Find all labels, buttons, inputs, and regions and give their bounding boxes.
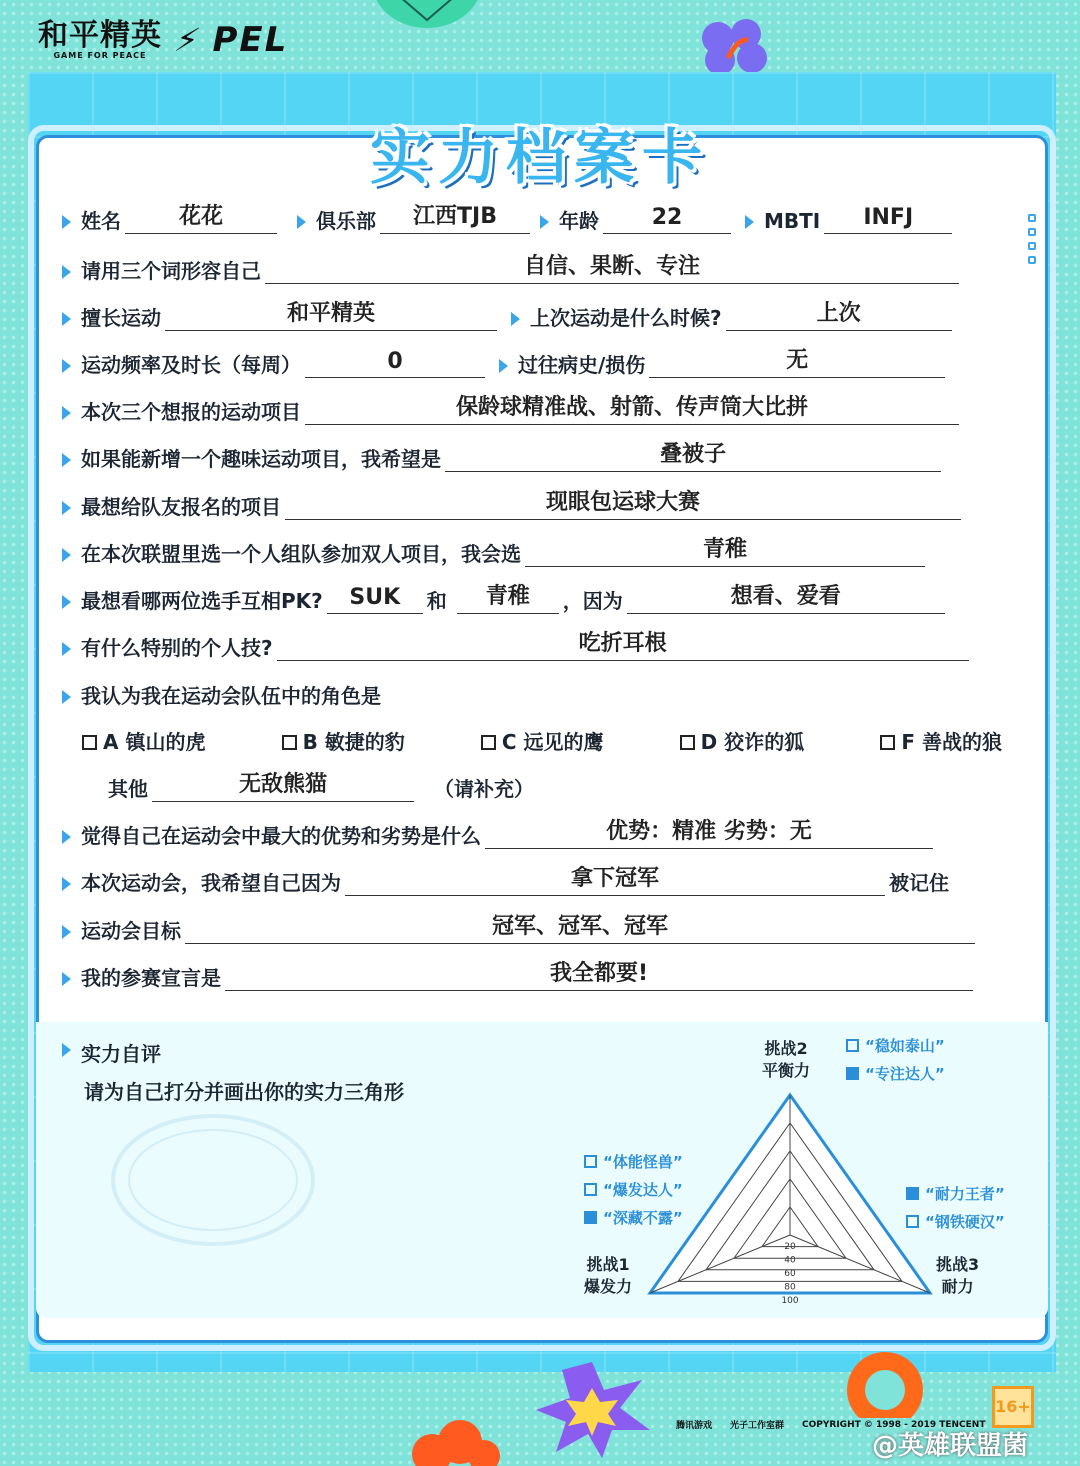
checkbox-icon[interactable] — [584, 1183, 597, 1196]
evaluation-subheading: 请为自己打分并画出你的实力三角形 — [84, 1080, 404, 1104]
skill-label: 有什么特别的个人技? — [81, 636, 273, 660]
mbti-value: INFJ — [863, 205, 914, 230]
pk-because-label: ，因为 — [562, 589, 623, 613]
arrow-icon — [62, 1043, 71, 1057]
row-teammate-event — [62, 486, 965, 520]
age-label: 年龄 — [559, 209, 599, 233]
sports-meet-stamp — [108, 1110, 318, 1250]
new-event-label: 如果能新增一个趣味运动项目，我希望是 — [81, 447, 441, 471]
checkbox-icon[interactable] — [584, 1155, 597, 1168]
scale-label: 40 — [784, 1255, 796, 1266]
remember-suffix: 被记住 — [889, 871, 949, 895]
pk-player2-value: 青稚 — [485, 584, 530, 609]
row-frequency — [62, 344, 949, 378]
arrow-icon — [62, 453, 71, 467]
option-label: “耐力王者” — [925, 1185, 1005, 1203]
challenge1-name: 爆发力 — [584, 1277, 633, 1296]
role-option-label: B 敏捷的豹 — [302, 730, 405, 754]
brand-logo — [38, 17, 162, 60]
row-pk — [62, 580, 949, 614]
strength-value: 优势：精准 劣势：无 — [606, 819, 812, 844]
club-label: 俱乐部 — [316, 209, 376, 233]
scale-label: 60 — [784, 1269, 796, 1279]
challenge2-title: 挑战2 — [764, 1039, 808, 1058]
row-three-words — [62, 250, 963, 284]
lightning-icon: ⚡ — [170, 21, 204, 59]
three-words-field[interactable] — [265, 254, 959, 284]
arrow-icon — [62, 925, 71, 939]
role-label: 我认为我在运动会队伍中的角色是 — [81, 684, 381, 708]
decorative-flower — [698, 18, 770, 76]
checkbox-icon[interactable] — [906, 1215, 919, 1228]
role-option-label: D 狡诈的狐 — [700, 730, 805, 754]
challenge3-name: 耐力 — [941, 1277, 974, 1296]
row-role — [62, 675, 381, 709]
checkbox-icon[interactable] — [481, 735, 496, 750]
name-label: 姓名 — [81, 209, 121, 233]
age-value: 22 — [651, 205, 683, 230]
tencent-games-logo: 腾讯游戏 — [676, 1421, 713, 1431]
declaration-value: 我全都要! — [549, 961, 649, 986]
good-sport-value: 和平精英 — [286, 301, 375, 326]
strength-label: 觉得自己在运动会中最大的优势和劣势是什么 — [81, 824, 481, 848]
injury-value: 无 — [786, 348, 809, 373]
goal-label: 运动会目标 — [81, 919, 181, 943]
challenge3-options — [906, 1180, 1005, 1236]
role-option-a[interactable] — [82, 726, 205, 755]
checkbox-icon[interactable] — [282, 735, 297, 750]
injury-label: 过往病史/损伤 — [518, 353, 646, 377]
checkbox-checked-icon[interactable] — [584, 1211, 597, 1224]
role-option-f[interactable] — [880, 726, 1002, 755]
row-basic-info — [62, 200, 956, 234]
pk-player1-value: SUK — [349, 585, 401, 610]
challenge2-options — [846, 1032, 945, 1088]
pk-and-label: 和 — [426, 589, 447, 613]
arrow-icon — [745, 215, 754, 229]
pk-player2-field[interactable] — [457, 584, 559, 614]
checkbox-icon[interactable] — [680, 735, 695, 750]
boom-star-decoration — [532, 1360, 652, 1460]
arrow-icon — [62, 406, 71, 420]
good-sport-field[interactable] — [165, 301, 497, 331]
option-steady[interactable] — [846, 1032, 945, 1060]
arrow-icon — [62, 215, 71, 229]
orange-shape-decoration — [830, 1348, 940, 1418]
option-iron-man[interactable] — [906, 1208, 1005, 1236]
checkbox-checked-icon[interactable] — [846, 1067, 859, 1080]
option-endurance-king[interactable] — [906, 1180, 1005, 1208]
decorative-ball — [372, 0, 482, 30]
option-label: “专注达人” — [865, 1065, 945, 1083]
frequency-field[interactable] — [305, 348, 485, 378]
role-option-c[interactable] — [481, 726, 604, 755]
pk-reason-field[interactable] — [627, 584, 945, 614]
arrow-icon — [62, 595, 71, 609]
injury-field[interactable] — [649, 348, 945, 378]
pair-label: 在本次联盟里选一个人组队参加双人项目，我会选 — [81, 542, 521, 566]
challenge1-label — [584, 1254, 632, 1298]
name-field[interactable] — [125, 204, 277, 234]
option-label: “爆发达人” — [603, 1181, 683, 1199]
role-other-value: 无敌熊猫 — [238, 772, 327, 797]
last-sport-value: 上次 — [816, 301, 861, 326]
arrow-icon — [62, 501, 71, 515]
challenge2-label — [762, 1038, 810, 1082]
declaration-label: 我的参赛宣言是 — [81, 966, 221, 990]
scale-label: 80 — [784, 1282, 796, 1293]
role-other-field[interactable] — [152, 772, 414, 802]
brand-header — [38, 17, 289, 60]
strength-triangle-chart[interactable] — [640, 1085, 940, 1325]
orange-cloud-decoration — [410, 1420, 500, 1466]
arrow-icon — [62, 642, 71, 656]
option-label: “深藏不露” — [603, 1209, 683, 1227]
last-sport-label: 上次运动是什么时候? — [530, 306, 722, 330]
lightspeed-studio-logo: 光子工作室群 — [730, 1421, 785, 1431]
option-focus[interactable] — [846, 1060, 945, 1088]
events-label: 本次三个想报的运动项目 — [81, 400, 301, 424]
role-option-label: F 善战的狼 — [901, 730, 1002, 754]
pair-value: 青稚 — [702, 537, 747, 562]
scale-label: 100 — [781, 1296, 799, 1306]
arrow-icon — [62, 877, 71, 891]
remember-label: 本次运动会，我希望自己因为 — [81, 871, 341, 895]
good-sport-label: 擅长运动 — [81, 306, 161, 330]
events-value: 保龄球精准战、射箭、传声筒大比拼 — [455, 395, 808, 420]
row-goal — [62, 910, 979, 944]
checkbox-icon[interactable] — [880, 735, 895, 750]
row-declaration — [62, 957, 977, 991]
row-events — [62, 391, 963, 425]
role-other-label: 其他 — [108, 777, 148, 801]
strength-field[interactable] — [485, 819, 933, 849]
teammate-event-value: 现眼包运球大赛 — [545, 490, 700, 515]
remember-value: 拿下冠军 — [570, 866, 659, 891]
teammate-event-field[interactable] — [285, 490, 961, 520]
card-title: 实力档案卡 — [370, 123, 710, 193]
mbti-label: MBTI — [764, 209, 821, 233]
brand-subtitle: GAME FOR PEACE — [53, 50, 147, 60]
option-label: “体能怪兽” — [603, 1153, 683, 1171]
role-other-hint: （请补充） — [434, 777, 534, 801]
arrow-icon — [62, 548, 71, 562]
option-label: “稳如泰山” — [865, 1037, 945, 1055]
skill-field[interactable] — [277, 631, 969, 661]
challenge2-name: 平衡力 — [762, 1061, 811, 1080]
skill-value: 吃折耳根 — [578, 631, 667, 656]
pair-field[interactable] — [525, 537, 925, 567]
club-field[interactable] — [380, 204, 530, 234]
name-value: 花花 — [178, 204, 223, 229]
arrow-icon — [540, 215, 549, 229]
row-remember — [62, 862, 949, 896]
option-hidden[interactable] — [584, 1204, 683, 1232]
row-new-event — [62, 438, 945, 472]
scale-label: 20 — [784, 1242, 796, 1252]
league-logo: PEL — [212, 20, 289, 60]
side-dots-decoration — [1028, 214, 1036, 264]
challenge3-title: 挑战3 — [936, 1255, 980, 1274]
teammate-event-label: 最想给队友报名的项目 — [81, 495, 281, 519]
evaluation-heading — [62, 1038, 161, 1067]
remember-field[interactable] — [345, 866, 885, 896]
three-words-value: 自信、果断、专注 — [523, 254, 700, 279]
new-event-field[interactable] — [445, 442, 941, 472]
arrow-icon — [62, 830, 71, 844]
brand-name: 和平精英 — [38, 17, 162, 53]
arrow-icon — [62, 690, 71, 704]
arrow-icon — [62, 359, 71, 373]
goal-value: 冠军、冠军、冠军 — [491, 914, 668, 939]
arrow-icon — [297, 215, 306, 229]
challenge3-label — [936, 1254, 979, 1298]
role-option-b[interactable] — [282, 726, 405, 755]
weibo-watermark: @英雄联盟菌 — [872, 1431, 1029, 1461]
age-field[interactable] — [603, 204, 731, 234]
arrow-icon — [62, 312, 71, 326]
age-rating-badge: 16+ — [992, 1386, 1034, 1428]
row-pair — [62, 533, 929, 567]
mbti-field[interactable] — [824, 204, 952, 234]
role-option-label: A 镇山的虎 — [103, 730, 206, 754]
new-event-value: 叠被子 — [659, 442, 726, 467]
role-options — [82, 726, 1002, 755]
copyright-text: COPYRIGHT © 1998 - 2019 TENCENT — [802, 1419, 986, 1430]
pk-label: 最想看哪两位选手互相PK? — [81, 589, 323, 613]
checkbox-icon[interactable] — [846, 1039, 859, 1052]
option-beast[interactable] — [584, 1148, 683, 1176]
option-label: “钢铁硬汉” — [925, 1213, 1005, 1231]
frequency-label: 运动频率及时长（每周） — [81, 353, 301, 377]
role-option-label: C 远见的鹰 — [501, 730, 604, 754]
three-words-label: 请用三个词形容自己 — [81, 259, 261, 283]
row-sport — [62, 297, 956, 331]
declaration-field[interactable] — [225, 961, 973, 991]
frequency-value: 0 — [387, 349, 403, 374]
challenge1-options — [584, 1148, 683, 1232]
row-role-other — [108, 768, 534, 802]
arrow-icon — [62, 265, 71, 279]
checkbox-checked-icon[interactable] — [906, 1187, 919, 1200]
club-value: 江西TJB — [413, 204, 497, 229]
option-burst[interactable] — [584, 1176, 683, 1204]
row-skill — [62, 627, 973, 661]
challenge1-title: 挑战1 — [586, 1255, 630, 1274]
events-field[interactable] — [305, 395, 959, 425]
arrow-icon — [511, 312, 520, 326]
last-sport-field[interactable] — [726, 301, 952, 331]
arrow-icon — [62, 972, 71, 986]
role-option-d[interactable] — [680, 726, 805, 755]
goal-field[interactable] — [185, 914, 975, 944]
pk-player1-field[interactable] — [327, 584, 423, 614]
evaluation-heading-text: 实力自评 — [81, 1042, 161, 1066]
checkbox-icon[interactable] — [82, 735, 97, 750]
row-strength — [62, 815, 937, 849]
arrow-icon — [499, 359, 508, 373]
pk-reason-value: 想看、爱看 — [730, 584, 841, 609]
